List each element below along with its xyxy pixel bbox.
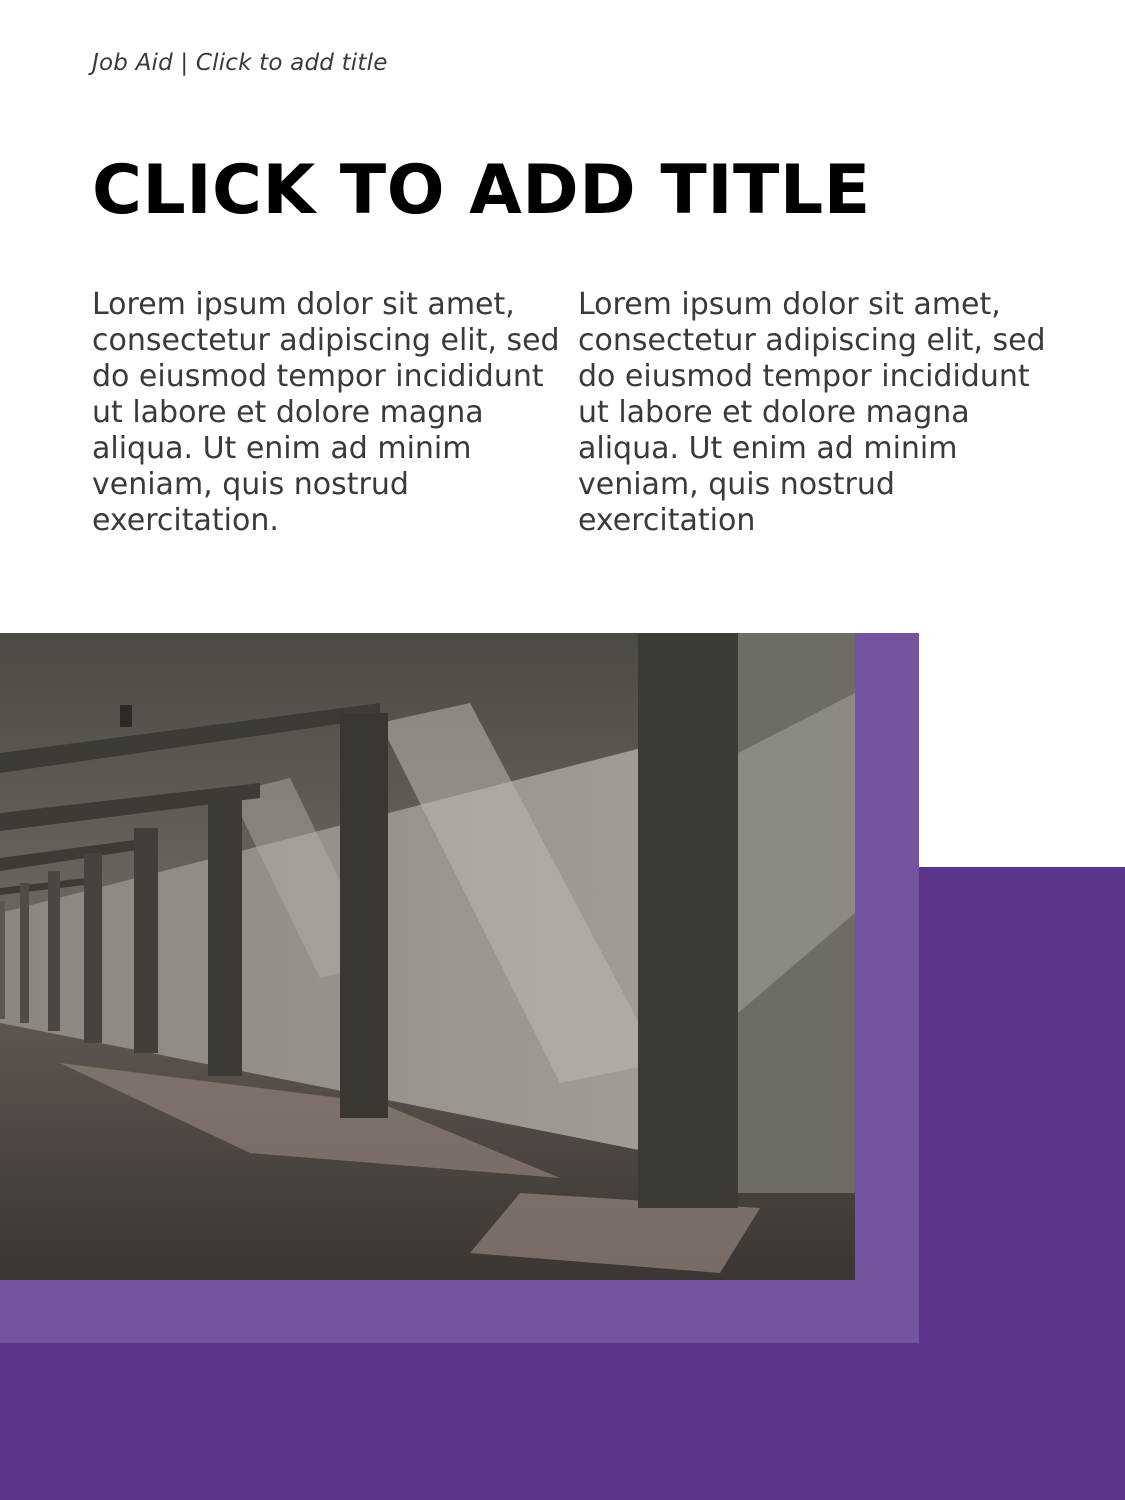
page-title: CLICK TO ADD TITLE — [92, 151, 871, 230]
accent-block-bottom — [0, 1343, 1125, 1500]
colonnade-photo — [0, 633, 855, 1280]
body-column-left: Lorem ipsum dolor sit amet, consectetur adipiscing elit, sed do eiusmod tempor incididunt ut labore et dolore magna aliqua. Ut enim ad minim veniam, quis nostrud exercitation. — [92, 287, 560, 538]
header-label: Job Aid | Click to add title — [92, 50, 388, 76]
body-column-right: Lorem ipsum dolor sit amet, consectetur adipiscing elit, sed do eiusmod tempor incididunt ut labore et dolore magna aliqua. Ut enim ad minim veniam, quis nostrud exercitation — [578, 287, 1046, 538]
